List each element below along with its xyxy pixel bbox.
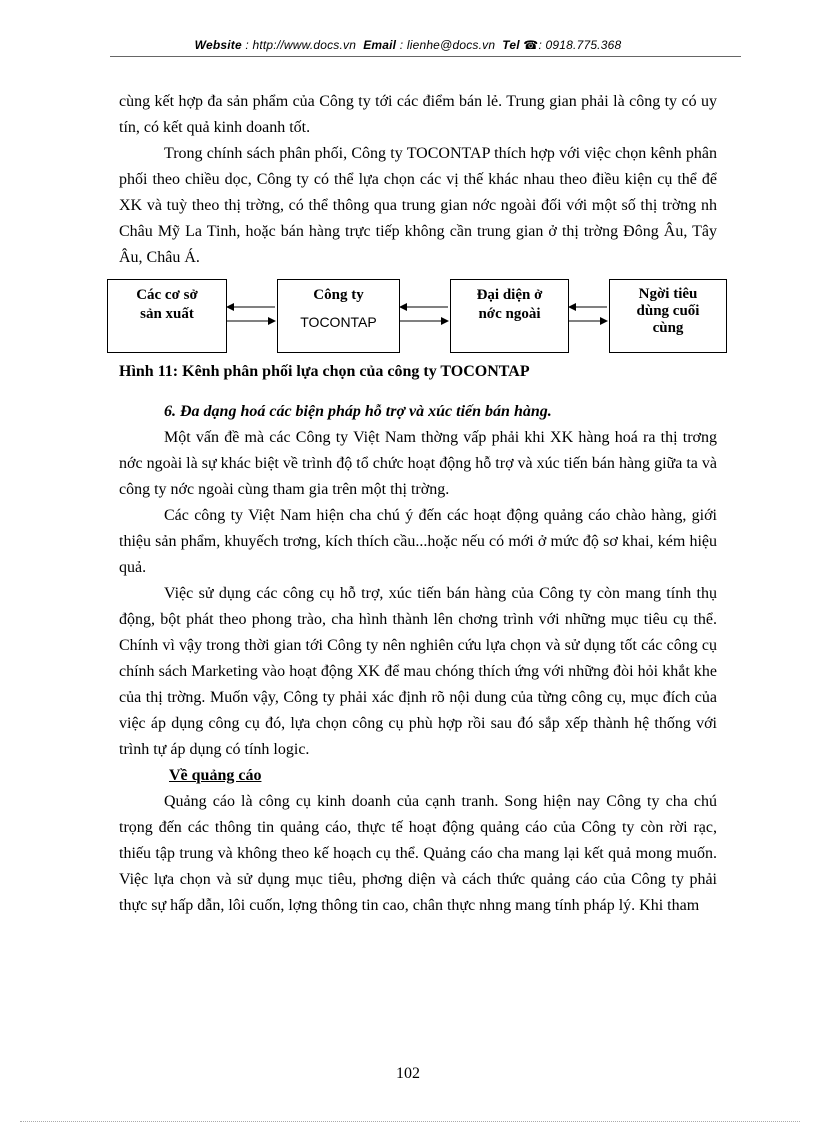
footer-divider xyxy=(20,1121,800,1122)
box-company xyxy=(277,279,400,353)
box-company-line1: Công ty xyxy=(313,287,364,303)
email-label: Email xyxy=(363,38,397,52)
box-producers-line2: sản xuất xyxy=(140,306,194,322)
email-value: : lienhe@docs.vn xyxy=(399,38,496,52)
document-body xyxy=(119,89,717,919)
paragraph-distribution-policy: Trong chính sách phân phối, Công ty TOCONTAP thích hợp với việc chọn kênh phân phối theo chiều dọc, Công ty có thể lựa chọn các vị thế khác nhau theo điều kiện cụ thể để XK và tuỳ theo thị trờng, có thể thông qua trung gian nớc ngoài đối với một số thị trờng nh Châu Mỹ La Tinh, hoặc bán hàng trực tiếp không cần trung gian ở thị trờng Đông Âu, Tây Âu, Châu Á. xyxy=(119,145,717,266)
website-value: : http://www.docs.vn xyxy=(245,38,357,52)
figure-caption: Hình 11: Kênh phân phối lựa chọn của công ty TOCONTAP xyxy=(119,363,530,380)
page-number: 102 xyxy=(396,1065,420,1082)
spacer xyxy=(119,385,717,399)
box-overseas-rep xyxy=(450,279,569,353)
advertising-subheading: Về quảng cáo xyxy=(169,767,262,784)
box-consumer-line3: cùng xyxy=(652,320,684,336)
box-consumer-line1: Ngời tiêu xyxy=(638,286,698,302)
box-end-consumer xyxy=(609,279,727,353)
paragraph-continuation: cùng kết hợp đa sản phẩm của Công ty tới các điểm bán lẻ. Trung gian phải là công ty có uy tín, có kết quả kinh doanh tốt. xyxy=(119,93,717,136)
section-heading: 6. Đa dạng hoá các biện pháp hỗ trợ và xúc tiến bán hàng. xyxy=(164,403,552,420)
tel-label: Tel ☎ xyxy=(502,38,539,52)
box-producers xyxy=(107,279,227,353)
page-header xyxy=(0,38,816,52)
box-consumer-line2: dùng cuối xyxy=(636,303,700,319)
section6-paragraph-1: Một vấn đề mà các Công ty Việt Nam thờng vấp phải khi XK hàng hoá ra thị trơng nớc ngoài là sự khác biệt về trình độ tổ chức hoạt động hỗ trợ và xúc tiến bán hàng giữa ta và công ty nớc ngoài cùng tham gia trên một thị trờng. xyxy=(119,429,717,498)
section6-paragraph-3: Việc sử dụng các công cụ hỗ trợ, xúc tiến bán hàng của Công ty còn mang tính thụ động, bột phát theo phong trào, cha hình thành lên chơng trình với những mục tiêu cụ thể. Chính vì vậy trong thời gian tới Công ty nên nghiên cứu lựa chọn và sử dụng tốt các công cụ chính sách Marketing vào hoạt động XK để mau chóng thích ứng với những đòi hỏi khắt khe của thị trờng. Muốn vậy, Công ty phải xác định rõ nội dung của từng công cụ, mục đích của việc áp dụng công cụ đó, lựa chọn công cụ phù hợp rồi sau đó sắp xếp thành hệ thống với trình tự áp dụng có tính logic. xyxy=(119,585,717,758)
advertising-paragraph: Quảng cáo là công cụ kinh doanh của cạnh tranh. Song hiện nay Công ty cha chú trọng đến các thông tin quảng cáo, thực tế hoạt động quảng cáo của Công ty còn rời rạc, thiếu tập trung và không theo kế hoạch cụ thể. Quảng cáo cha mang lại kết quả mong muốn. Việc lựa chọn và sử dụng mục tiêu, phơng diện và cách thức quảng cáo của Công ty phải thực sự hấp dẫn, lôi cuốn, lợng thông tin cao, chân thực nhng mang tính pháp lý. Khi tham xyxy=(119,793,717,914)
header-divider xyxy=(110,56,741,57)
box-overseas-line2: nớc ngoài xyxy=(478,306,541,322)
box-overseas-line1: Đại diện ở xyxy=(476,287,543,303)
tel-value: : 0918.775.368 xyxy=(538,38,622,52)
section6-paragraph-2: Các công ty Việt Nam hiện cha chú ý đến các hoạt động quảng cáo chào hàng, giới thiệu sản phẩm, khuyếch trơng, kích thích cầu...hoặc nếu có mới ở mức độ sơ khai, kém hiệu quả. xyxy=(119,507,717,576)
distribution-channel-diagram xyxy=(107,279,747,359)
box-producers-line1: Các cơ sở xyxy=(136,287,198,303)
box-company-line2: TOCONTAP xyxy=(300,314,377,330)
website-label: Website xyxy=(194,38,242,52)
